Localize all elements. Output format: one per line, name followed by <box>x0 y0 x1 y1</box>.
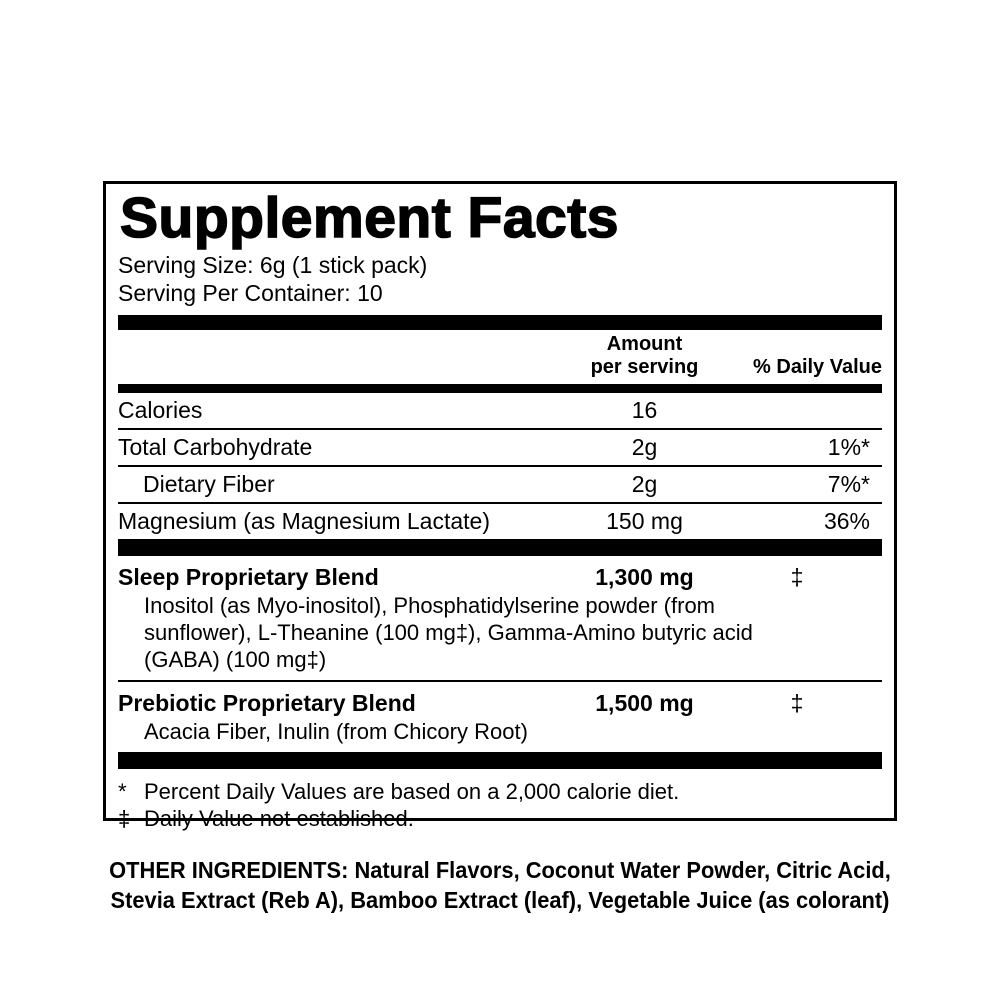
other-ingredients-line1: OTHER INGREDIENTS: Natural Flavors, Coconut Water Powder, Citric Acid, <box>109 856 891 883</box>
blend-name: Prebiotic Proprietary Blend <box>118 690 416 717</box>
table-row-total-carbohydrate <box>118 430 882 467</box>
blend-amount: 1,300 mg <box>595 564 694 591</box>
supplement-facts-panel <box>103 181 897 832</box>
panel-title: Supplement Facts <box>120 186 619 250</box>
column-header-row <box>118 330 882 384</box>
nutrient-amount: 2g <box>631 471 658 498</box>
nutrient-daily-value: 1%* <box>827 434 870 461</box>
nutrient-name: Calories <box>118 397 203 424</box>
footnote-symbol: ‡ <box>118 806 131 832</box>
blend-section-prebiotic <box>118 682 882 745</box>
table-row-magnesium <box>118 504 882 539</box>
divider-bar-top <box>118 315 882 330</box>
blend-ingredients: Acacia Fiber, Inulin (from Chicory Root) <box>144 719 528 745</box>
footnotes-section <box>118 778 882 832</box>
nutrient-name: Total Carbohydrate <box>118 434 313 461</box>
footnote-text: Daily Value not established. <box>144 806 414 832</box>
nutrient-name: Magnesium (as Magnesium Lactate) <box>118 508 490 535</box>
nutrient-amount: 2g <box>631 434 658 461</box>
divider-bar-bottom <box>118 752 882 769</box>
blend-amount: 1,500 mg <box>595 690 694 717</box>
table-row-calories <box>118 393 882 430</box>
table-row-dietary-fiber <box>118 467 882 504</box>
blend-daily-value: ‡ <box>790 690 804 717</box>
blend-name: Sleep Proprietary Blend <box>118 564 379 591</box>
nutrient-daily-value: 7%* <box>827 471 870 498</box>
blend-daily-value: ‡ <box>790 564 804 591</box>
footnote-percent-dv <box>118 778 882 805</box>
nutrient-daily-value: 36% <box>823 508 870 535</box>
divider-bar-header <box>118 384 882 393</box>
footnote-symbol: * <box>118 779 127 805</box>
serving-size-text: Serving Size: 6g (1 stick pack) <box>118 252 428 279</box>
servings-per-container-text: Serving Per Container: 10 <box>118 280 383 307</box>
amount-header-line1: Amount <box>606 333 683 356</box>
divider-bar-middle <box>118 539 882 556</box>
daily-value-column-header: % Daily Value <box>753 356 882 379</box>
nutrient-amount: 16 <box>631 397 658 424</box>
blend-header-row <box>118 563 882 591</box>
other-ingredients-text <box>0 855 1000 915</box>
amount-column-header <box>557 333 732 379</box>
blend-header-row <box>118 689 882 717</box>
other-ingredients-line2: Stevia Extract (Reb A), Bamboo Extract (leaf), Vegetable Juice (as colorant) <box>110 886 890 913</box>
footnote-text: Percent Daily Values are based on a 2,000 calorie diet. <box>144 779 680 805</box>
nutrient-name: Dietary Fiber <box>143 471 275 498</box>
blend-section-sleep <box>118 556 882 682</box>
footnote-dv-not-established <box>118 805 882 832</box>
amount-header-line2: per serving <box>590 356 699 379</box>
nutrient-amount: 150 mg <box>606 508 683 535</box>
blend-ingredients: Inositol (as Myo-inositol), Phosphatidylserine powder (from sunflower), L-Theanine (100 mg‡), Gamma-Amino butyric acid (GABA) (100 mg‡) <box>144 593 753 673</box>
